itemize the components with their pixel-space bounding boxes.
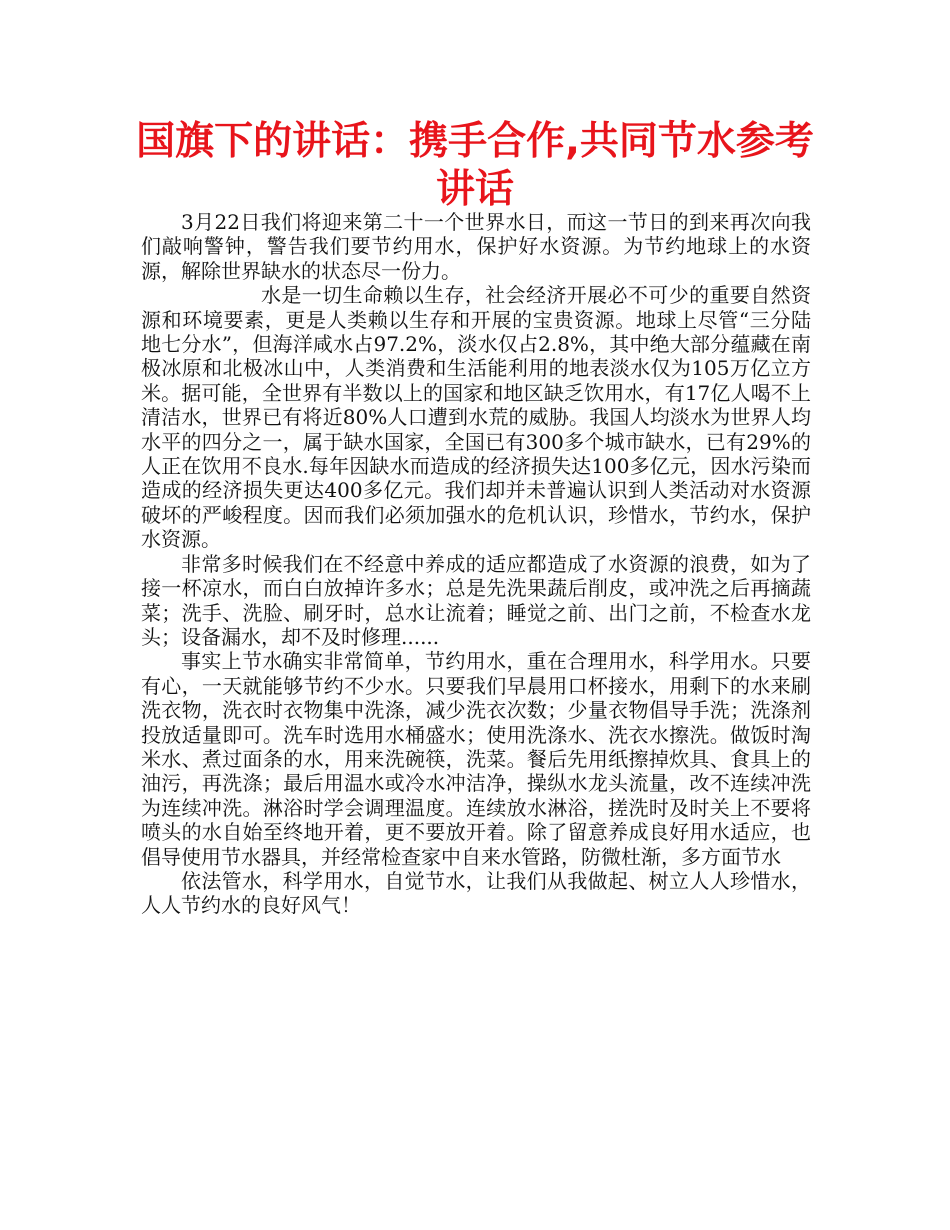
document-title: 国旗下的讲话：携手合作,共同节水参考讲话 [136, 119, 814, 212]
paragraph-water-waste-habits: 非常多时候我们在不经意中养成的适应都造成了水资源的浪费，如为了接一杯凉水，而白白放掉许多水；总是先洗果蔬后削皮，或冲洗之后再摘蔬菜；洗手、洗脸、刷牙时，总水让流着；睡觉之前、出门之前，不检查水龙头；设备漏水，却不及时修理...... [141, 551, 811, 649]
paragraph-closing-call: 依法管水，科学用水，自觉节水，让我们从我做起、树立人人珍惜水，人人节约水的良好风气！ [141, 868, 811, 918]
document-body [141, 210, 811, 918]
paragraph-world-water-day: 3月22日我们将迎来第二十一个世界水日，而这一节日的到来再次向我们敲响警钟，警告我们要节约用水，保护好水资源。为节约地球上的水资源，解除世界缺水的状态尽一份力。 [141, 210, 811, 283]
paragraph-saving-tips: 事实上节水确实非常简单，节约用水，重在合理用水，科学用水。只要有心，一天就能够节约不少水。只要我们早晨用口杯接水，用剩下的水来刷洗衣物，洗衣时衣物集中洗涤，减少洗衣次数；少量衣物倡导手洗；洗涤剂投放适量即可。洗车时选用水桶盛水；使用洗涤水、洗衣水擦洗。做饭时淘米水、煮过面条的水，用来洗碗筷，洗菜。餐后先用纸擦掉炊具、食具上的油污，再洗涤；最后用温水或冷水冲洁净，操纵水龙头流量，改不连续冲洗为连续冲洗。淋浴时学会调理温度。连续放水淋浴，搓洗时及时关上不要将喷头的水自始至终地开着，更不要放开着。除了留意养成良好用水适应，也倡导使用节水器具，并经常检查家中自来水管路，防微杜渐，多方面节水 [141, 649, 811, 869]
paragraph-water-resources: 水是一切生命赖以生存，社会经济开展必不可少的重要自然资源和环境要素，更是人类赖以生存和开展的宝贵资源。地球上尽管“三分陆地七分水”，但海洋咸水占97.2%，淡水仅占2.8%，其中绝大部分蕴藏在南极冰原和北极冰山中，人类消费和生活能利用的地表淡水仅为105万亿立方米。据可能，全世界有半数以上的国家和地区缺乏饮用水，有17亿人喝不上清洁水，世界已有将近80%人口遭到水荒的威胁。我国人均淡水为世界人均水平的四分之一，属于缺水国家，全国已有300多个城市缺水，已有29%的人正在饮用不良水.每年因缺水而造成的经济损失达100多亿元，因水污染而造成的经济损失更达400多亿元。我们却并未普遍认识到人类活动对水资源破坏的严峻程度。因而我们必须加强水的危机认识，珍惜水，节约水，保护水资源。 [141, 283, 811, 552]
